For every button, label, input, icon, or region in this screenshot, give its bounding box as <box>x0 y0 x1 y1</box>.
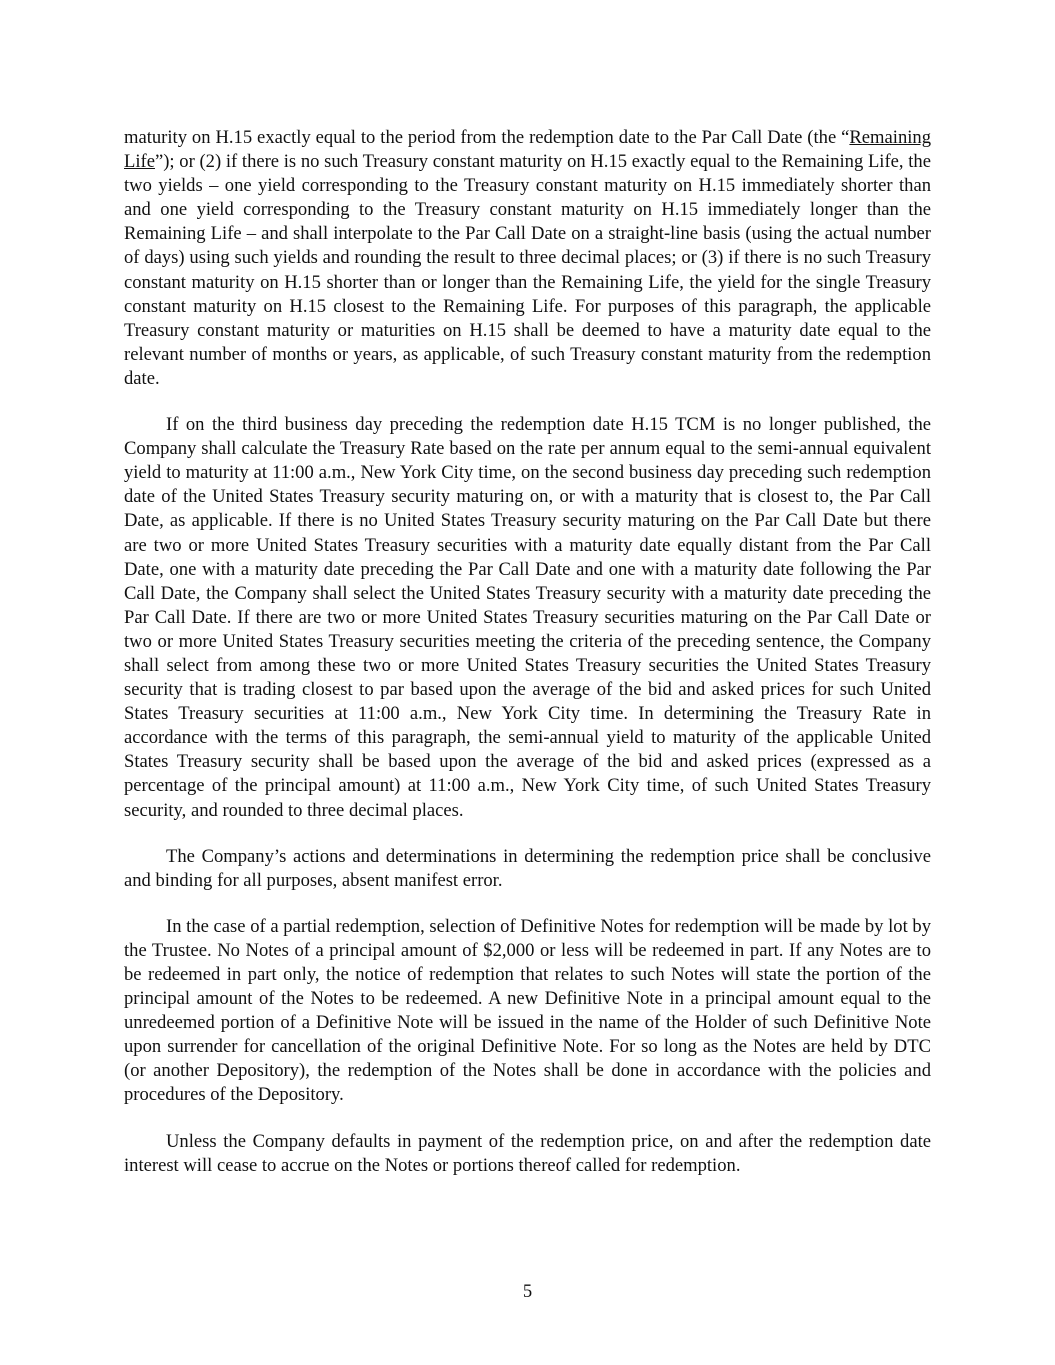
defined-term-remaining-life: Remaining Life <box>124 127 931 173</box>
paragraph-text: ”); or (2) if there is no such Treasury constant maturity on H.15 exactly equal to the Remaining Life, the two yields – one yield corresponding to the Treasury constant maturity on H.15 immediately shorter than and one yield corresponding to the Treasury constant maturity on H.15 immediately longer than the Remaining Life – and shall interpolate to the Par Call Date on a straight-line basis (using the actual number of days) using such yields and rounding the result to three decimal places; or (3) if there is no such Treasury constant maturity on H.15 shorter than or longer than the Remaining Life, the yield for the single Treasury constant maturity on H.15 closest to the Remaining Life. For purposes of this paragraph, the applicable Treasury constant maturity or maturities on H.15 shall be deemed to have a maturity date equal to the relevant number of months or years, as applicable, of such Treasury constant maturity from the redemption date. <box>124 151 931 389</box>
document-body <box>124 126 931 1200</box>
paragraph-interest-cessation: Unless the Company defaults in payment of the redemption price, on and after the redemption date interest will cease to accrue on the Notes or portions thereof called for redemption. <box>124 1130 931 1176</box>
paragraph-partial-redemption: In the case of a partial redemption, selection of Definitive Notes for redemption will be made by lot by the Trustee. No Notes of a principal amount of $2,000 or less will be redeemed in part. If any Notes are to be redeemed in part only, the notice of redemption that relates to such Notes will state the portion of the principal amount of the Notes to be redeemed. A new Definitive Note in a principal amount equal to the unredeemed portion of a Definitive Note will be issued in the name of the Holder of such Definitive Note upon surrender for cancellation of the original Definitive Note. For so long as the Notes are held by DTC (or another Depository), the redemption of the Notes shall be done in accordance with the policies and procedures of the Depository. <box>124 915 931 1106</box>
paragraph-text: maturity on H.15 exactly equal to the period from the redemption date to the Par Call Date (the “ <box>124 127 850 148</box>
page-number: 5 <box>522 1281 533 1302</box>
paragraph-company-determinations: The Company’s actions and determinations in determining the redemption price shall be conclusive and binding for all purposes, absent manifest error. <box>124 845 931 891</box>
paragraph-h15-tcm: If on the third business day preceding the redemption date H.15 TCM is no longer published, the Company shall calculate the Treasury Rate based on the rate per annum equal to the semi-annual equivalent yield to maturity at 11:00 a.m., New York City time, on the second business day preceding such redemption date of the United States Treasury security maturing on, or with a maturity that is closest to, the Par Call Date, as applicable. If there is no United States Treasury security maturing on the Par Call Date but there are two or more United States Treasury securities with a maturity date equally distant from the Par Call Date, one with a maturity date preceding the Par Call Date and one with a maturity date following the Par Call Date, the Company shall select the United States Treasury security with a maturity date preceding the Par Call Date. If there are two or more United States Treasury securities maturing on the Par Call Date or two or more United States Treasury securities meeting the criteria of the preceding sentence, the Company shall select from among these two or more United States Treasury securities the United States Treasury security that is trading closest to par based upon the average of the bid and asked prices for such United States Treasury securities at 11:00 a.m., New York City time. In determining the Treasury Rate in accordance with the terms of this paragraph, the semi-annual yield to maturity of the applicable United States Treasury security shall be based upon the average of the bid and asked prices (expressed as a percentage of the principal amount) at 11:00 a.m., New York City time, of such United States Treasury security, and rounded to three decimal places. <box>124 414 931 821</box>
paragraph-remaining-life <box>124 126 931 391</box>
